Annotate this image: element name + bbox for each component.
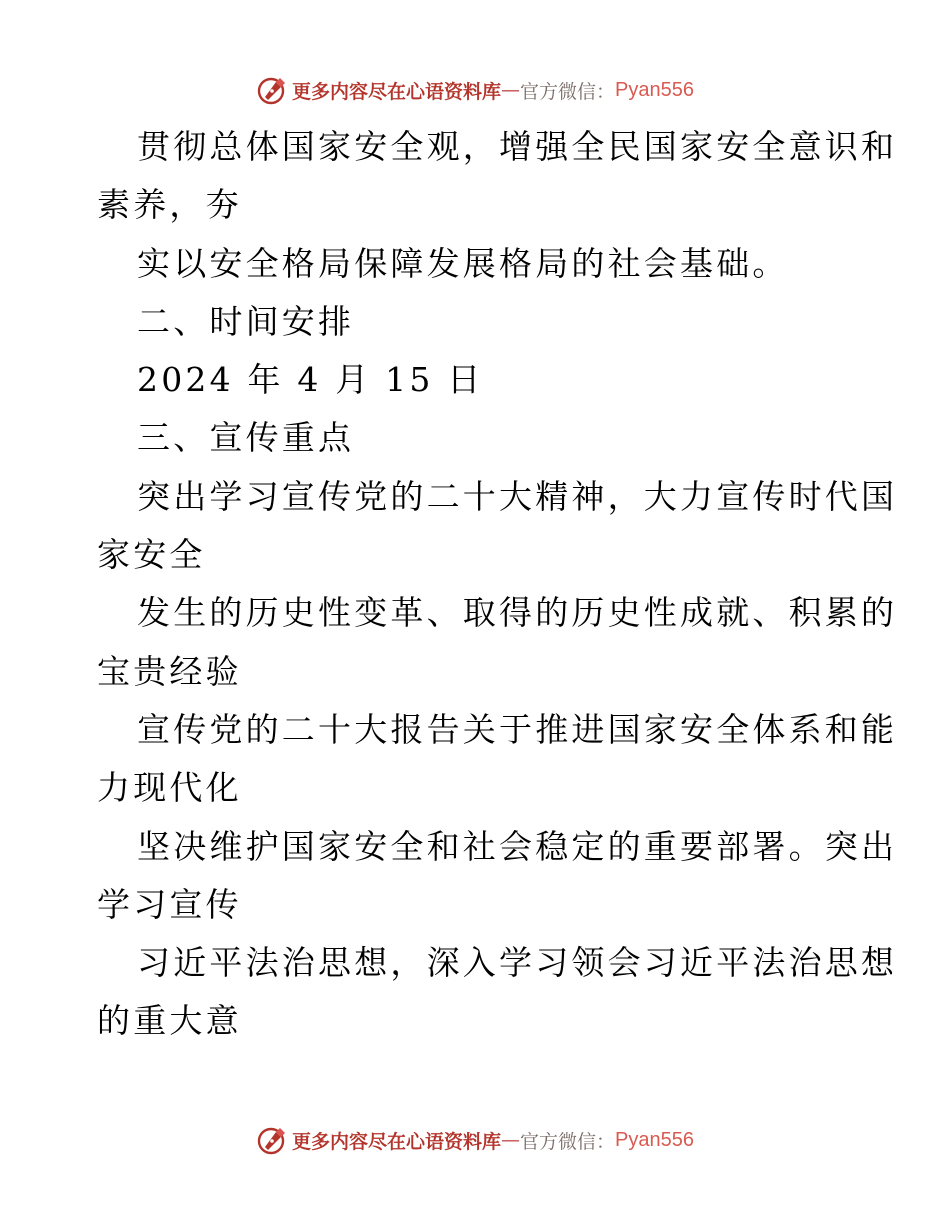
header-separator: —	[501, 79, 521, 101]
body-line: 力现代化	[97, 768, 242, 808]
body-line: 学习宣传	[97, 884, 242, 924]
section-heading-focus: 三、宣传重点	[137, 418, 355, 458]
body-line: 宝贵经验	[97, 651, 242, 691]
body-line: 习近平法治思想，深入学习领会习近平法治思想	[137, 943, 898, 983]
document-body	[97, 118, 898, 1051]
header-banner	[0, 70, 950, 110]
pen-nib-logo-icon	[256, 74, 288, 106]
body-line: 的重大意	[97, 1001, 242, 1041]
header-brand-text: 更多内容尽在心语资料库	[292, 80, 502, 103]
footer-banner	[0, 1120, 950, 1160]
body-line-date: 2024 年 4 月 15 日	[137, 360, 484, 400]
footer-brand-text: 更多内容尽在心语资料库	[292, 1130, 502, 1153]
pen-nib-logo-icon	[256, 1124, 288, 1156]
body-line: 发生的历史性变革、取得的历史性成就、积累的	[137, 593, 898, 633]
header-contact-label: 官方微信：	[520, 80, 616, 103]
body-line: 家安全	[97, 535, 206, 575]
body-line: 实以安全格局保障发展格局的社会基础。	[137, 243, 789, 283]
body-line: 突出学习宣传党的二十大精神，大力宣传时代国	[137, 476, 898, 516]
header-contact-id: Pyan556	[615, 78, 694, 101]
section-heading-schedule: 二、时间安排	[137, 301, 355, 341]
body-line: 贯彻总体国家安全观，增强全民国家安全意识和	[137, 127, 898, 166]
body-line: 宣传党的二十大报告关于推进国家安全体系和能	[137, 709, 898, 749]
footer-contact-label: 官方微信：	[520, 1130, 616, 1153]
body-line: 坚决维护国家安全和社会稳定的重要部署。突出	[137, 826, 898, 866]
footer-separator: —	[501, 1129, 521, 1151]
footer-contact-id: Pyan556	[615, 1128, 694, 1151]
body-line: 素养，夯	[97, 185, 242, 225]
